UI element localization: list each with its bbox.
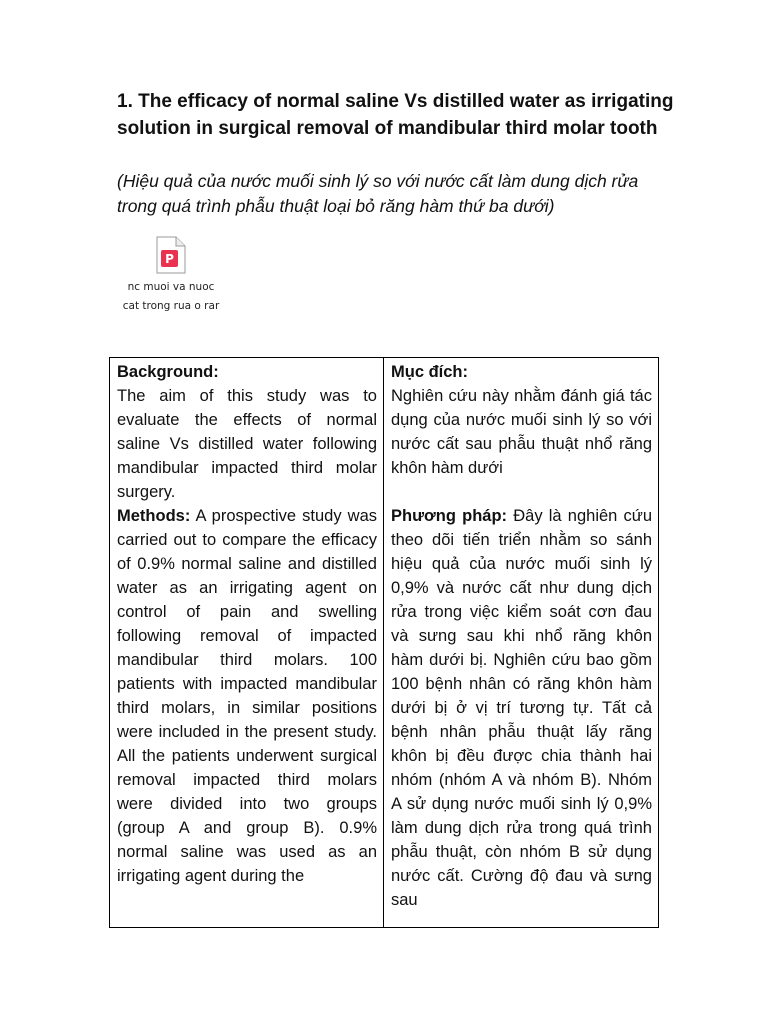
methods-paragraph <box>117 504 377 888</box>
method-heading: Phương pháp: <box>391 507 508 525</box>
document-title: 1. The efficacy of normal saline Vs distilled water as irrigating solution in surgical removal of mandibular third molar tooth <box>117 91 674 139</box>
background-paragraph: The aim of this study was to evaluate the effects of normal saline Vs distilled water following mandibular impacted third molar surgery. <box>117 387 377 501</box>
vietnamese-column <box>384 358 658 927</box>
attachment-filename-line-2: cat trong rua o rar <box>122 300 220 312</box>
pdf-file-icon <box>155 236 187 274</box>
methods-heading: Methods: <box>117 507 191 525</box>
bilingual-abstract-table <box>109 357 659 928</box>
paragraph-spacer <box>391 480 652 504</box>
methods-text: A prospective study was carried out to compare the efficacy of 0.9% normal saline and distilled water as an irrigating agent on control of pain and swelling following removal of impacted mandibular third molars. 100 patients with impacted mandibular third molars, in similar positions were included in the present study. All the patients underwent surgical removal impacted third molars were divided into two groups (group A and group B). 0.9% normal saline was used as an irrigating agent during the <box>117 507 377 885</box>
background-heading: Background: <box>117 363 219 381</box>
embedded-pdf-attachment[interactable] <box>108 236 234 316</box>
method-text: Đây là nghiên cứu theo dõi tiến triển nhằm so sánh hiệu quả của nước muối sinh lý 0,9% và nước cất như dung dịch rửa trong việc kiểm soát cơn đau và sưng sau khi nhổ răng khôn hàm dưới bị. Nghiên cứu bao gồm 100 bệnh nhân có răng khôn hàm dưới bị ở vị trí tương tự. Tất cả bệnh nhân phẫu thuật lấy răng khôn bị đều được chia thành hai nhóm (nhóm A và nhóm B). Nhóm A sử dụng nước muối sinh lý 0,9% làm dung dịch rửa trong quá trình phẫu thuật, còn nhóm B sử dụng nước cất. Cường độ đau và sưng sau <box>391 507 652 909</box>
purpose-heading: Mục đích: <box>391 363 468 381</box>
svg-text:P: P <box>165 252 174 266</box>
attachment-filename-line-1: nc muoi va nuoc <box>127 281 215 293</box>
method-paragraph <box>391 504 652 912</box>
english-column <box>110 358 384 927</box>
document-subtitle: (Hiệu quả của nước muối sinh lý so với nước cất làm dung dịch rửa trong quá trình phẫu thuật loại bỏ răng hàm thứ ba dưới) <box>117 171 639 216</box>
attachment-filename <box>108 278 234 316</box>
purpose-paragraph: Nghiên cứu này nhằm đánh giá tác dụng của nước muối sinh lý so với nước cất sau phẫu thuật nhổ răng khôn hàm dưới <box>391 387 652 477</box>
